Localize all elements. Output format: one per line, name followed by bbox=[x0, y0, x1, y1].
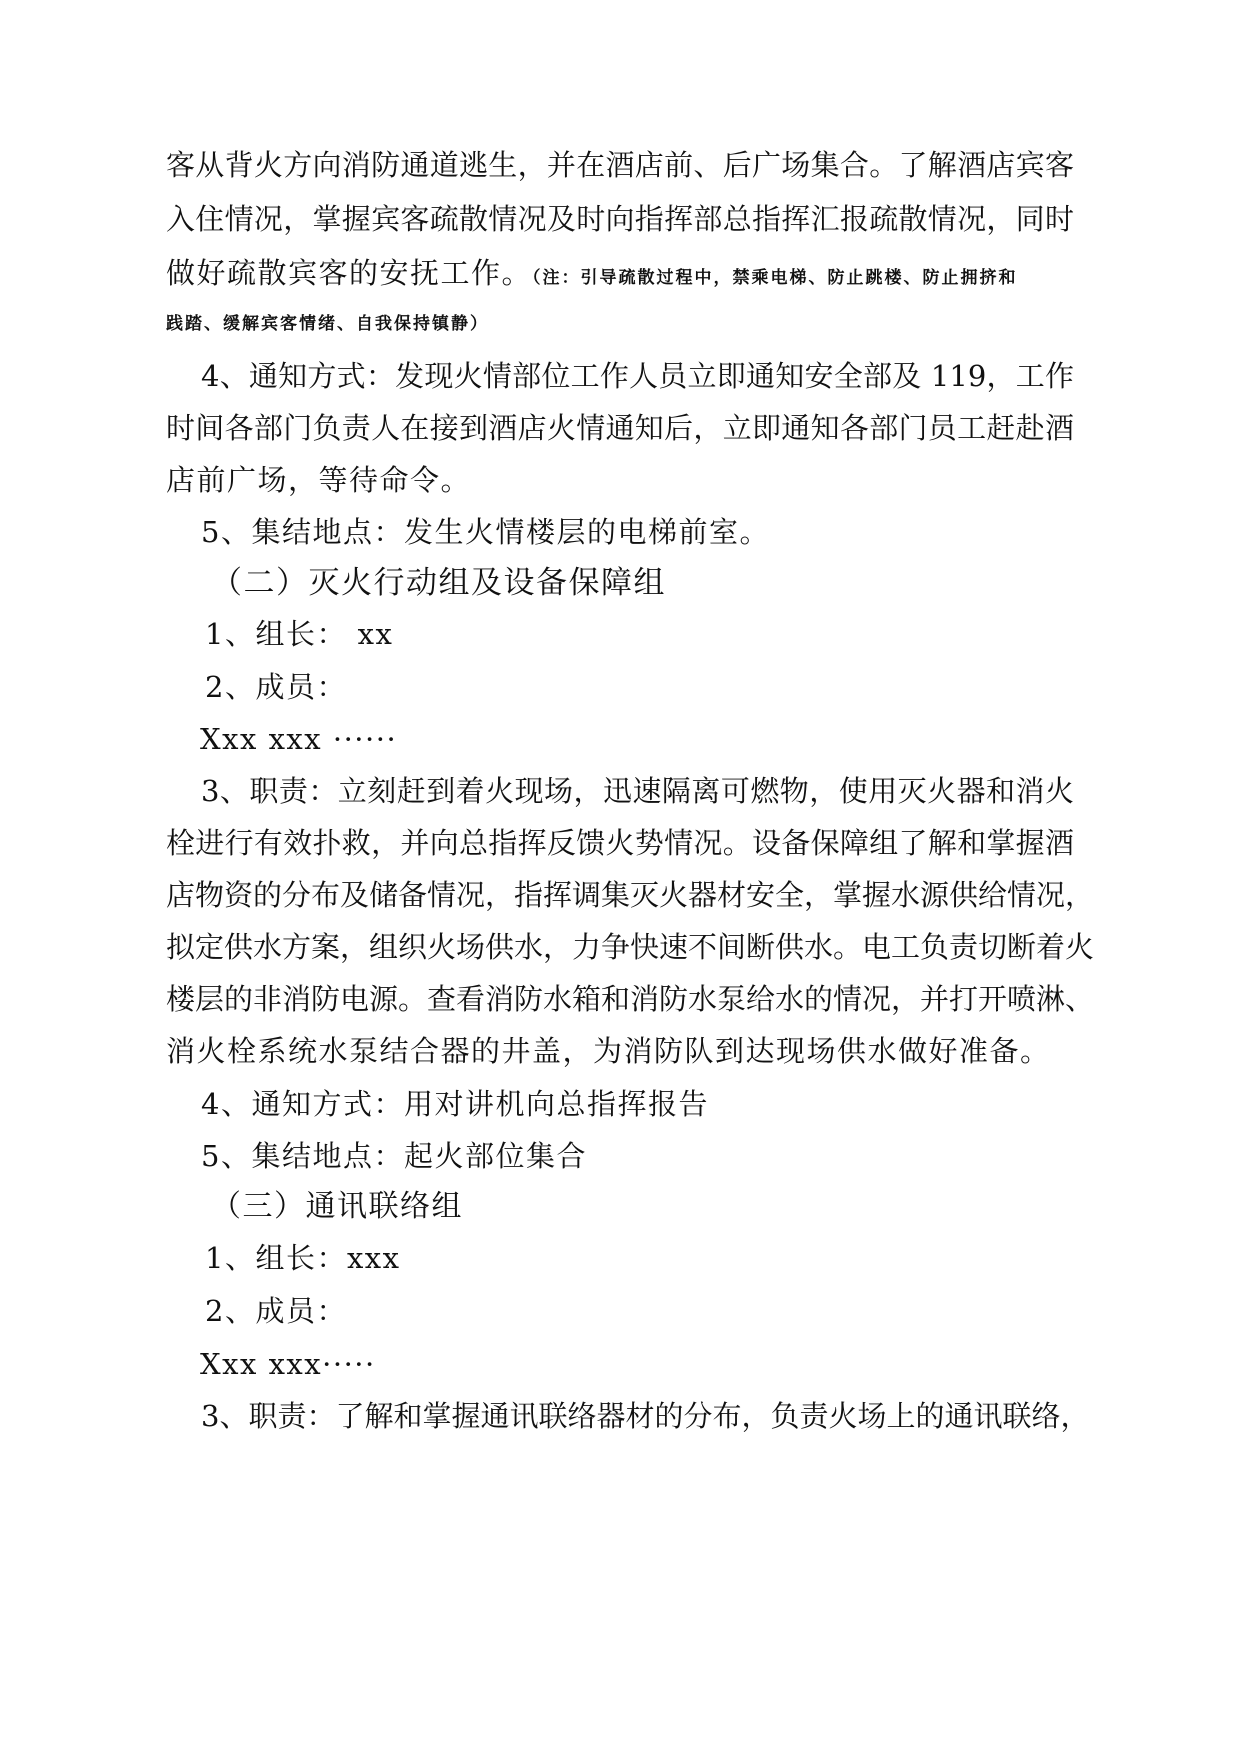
note-text: 践踏、缓解宾客情绪、自我保持镇静） bbox=[166, 314, 489, 334]
section-heading: （二）灭火行动组及设备保障组 bbox=[211, 565, 666, 601]
members-list: Xxx xxx ······ bbox=[200, 722, 398, 756]
paragraph-line: 4、通知方式：用对讲机向总指挥报告 bbox=[201, 1087, 709, 1121]
section-heading: （三）通讯联络组 bbox=[211, 1189, 463, 1224]
leader-line: 1、组长： xx bbox=[205, 617, 394, 651]
members-list: Xxx xxx····· bbox=[200, 1347, 376, 1381]
paragraph-line: 3、职责：了解和掌握通讯联络器材的分布，负责火场上的通讯联络， bbox=[201, 1399, 1090, 1433]
note-text: （注：引导疏散过程中，禁乘电梯、防止跳楼、防止拥挤和 bbox=[532, 268, 1018, 288]
paragraph-line: 栓进行有效扑救，并向总指挥反馈火势情况。设备保障组了解和掌握酒 bbox=[166, 826, 1074, 860]
paragraph-line: 3、职责：立刻赶到着火现场，迅速隔离可燃物，使用灭火器和消火 bbox=[201, 774, 1074, 808]
paragraph-line: 店物资的分布及储备情况，指挥调集灭火器材安全，掌握水源供给情况， bbox=[166, 878, 1095, 912]
paragraph-line: 店前广场，等待命令。 bbox=[166, 463, 472, 497]
paragraph-line: 5、集结地点：起火部位集合 bbox=[201, 1139, 587, 1173]
paragraph-line: 4、通知方式：发现火情部位工作人员立即通知安全部及 119，工作 bbox=[201, 359, 1074, 393]
paragraph-line: 拟定供水方案，组织火场供水，力争快速不间断供水。电工负责切断着火 bbox=[166, 930, 1095, 964]
paragraph-line bbox=[166, 253, 1018, 298]
paragraph-line: 入住情况，掌握宾客疏散情况及时向指挥部总指挥汇报疏散情况，同时 bbox=[166, 202, 1074, 236]
leader-line: 1、组长：xxx bbox=[205, 1241, 401, 1275]
paragraph-line: 时间各部门负责人在接到酒店火情通知后，立即通知各部门员工赶赴酒 bbox=[166, 411, 1074, 445]
paragraph-text: 做好疏散宾客的安抚工作。 bbox=[166, 256, 533, 290]
paragraph-line: 客从背火方向消防通道逃生，并在酒店前、后广场集合。了解酒店宾客 bbox=[166, 148, 1074, 182]
members-label: 2、成员： bbox=[205, 1294, 347, 1328]
paragraph-line: 楼层的非消防电源。查看消防水箱和消防水泵给水的情况，并打开喷淋、 bbox=[166, 982, 1095, 1016]
paragraph-line: 5、集结地点：发生火情楼层的电梯前室。 bbox=[201, 515, 770, 549]
members-label: 2、成员： bbox=[205, 670, 347, 704]
paragraph-line: 消火栓系统水泵结合器的井盖，为消防队到达现场供水做好准备。 bbox=[166, 1034, 1051, 1068]
